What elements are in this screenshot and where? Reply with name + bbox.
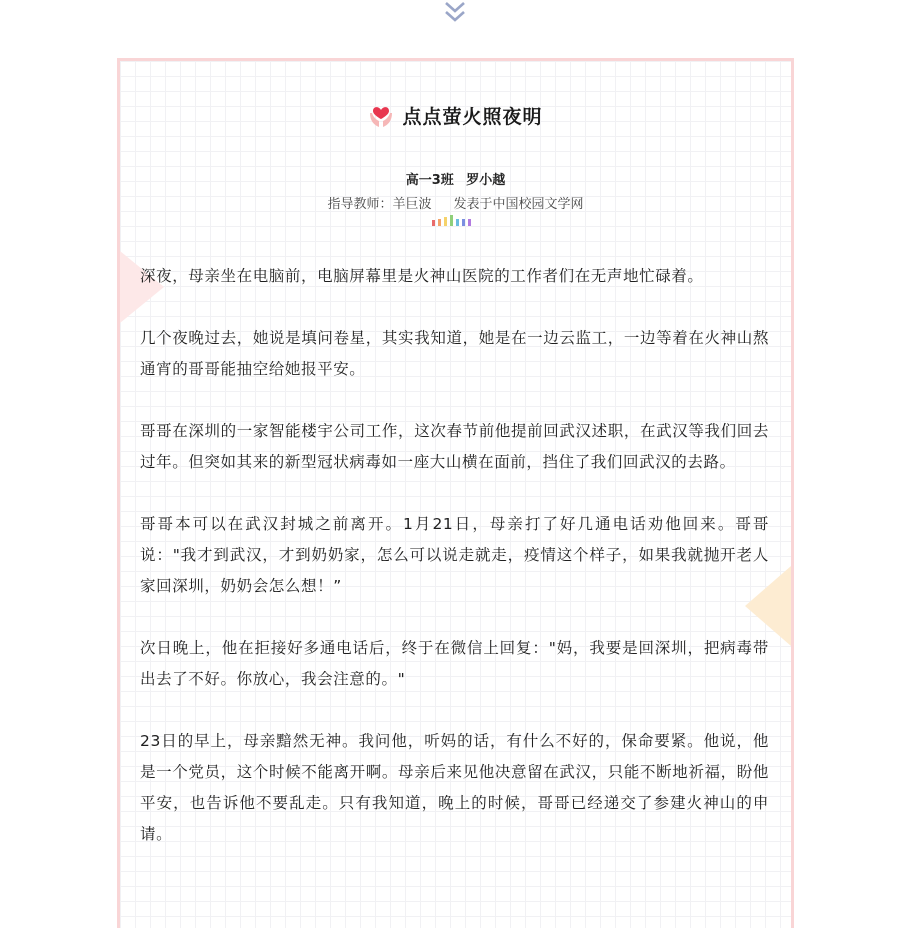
paragraph: 哥哥本可以在武汉封城之前离开。1月21日，母亲打了好几通电话劝他回来。哥哥说："我才到武汉，才到奶奶家，怎么可以说走就走，疫情这个样子，如果我就抛开老人家回深圳，奶奶会怎么想！”	[140, 515, 769, 595]
paragraph: 次日晚上，他在拒接好多通电话后，终于在微信上回复："妈，我要是回深圳，把病毒带出去了不好。你放心，我会注意的。"	[140, 639, 769, 688]
heart-hands-icon	[368, 101, 394, 129]
author-name: 罗小越	[466, 173, 506, 188]
teacher-label: 指导教师：	[327, 197, 393, 212]
color-bars-divider	[432, 215, 471, 226]
teacher-name: 羊巨波	[392, 197, 432, 212]
article-card	[117, 58, 794, 928]
title-row	[120, 101, 791, 129]
paragraph: 深夜，母亲坐在电脑前，电脑屏幕里是火神山医院的工作者们在无声地忙碌着。	[140, 267, 704, 285]
publish-info: 发表于中国校园文学网	[453, 197, 584, 212]
double-chevron-down-icon	[442, 0, 468, 26]
paragraph: 23日的早上，母亲黯然无神。我问他，听妈的话，有什么不好的，保命要紧。他说，他是一个党员，这个时候不能离开啊。母亲后来见他决意留在武汉，只能不断地祈福，盼他平安，也告诉他不要乱走。只有我知道，晚上的时候，哥哥已经递交了参建火神山的申请。	[140, 732, 769, 843]
author-class: 高一3班	[405, 173, 454, 188]
paragraph: 几个夜晚过去，她说是填问卷星，其实我知道，她是在一边云监工，一边等着在火神山熬通宵的哥哥能抽空给她报平安。	[140, 329, 769, 378]
article-body	[140, 261, 769, 881]
paragraph: 哥哥在深圳的一家智能楼宇公司工作，这次春节前他提前回武汉述职，在武汉等我们回去过年。但突如其来的新型冠状病毒如一座大山横在面前，挡住了我们回武汉的去路。	[140, 422, 769, 471]
author-line	[120, 169, 791, 188]
article-title: 点点萤火照夜明	[402, 105, 543, 128]
meta-line	[120, 193, 791, 212]
